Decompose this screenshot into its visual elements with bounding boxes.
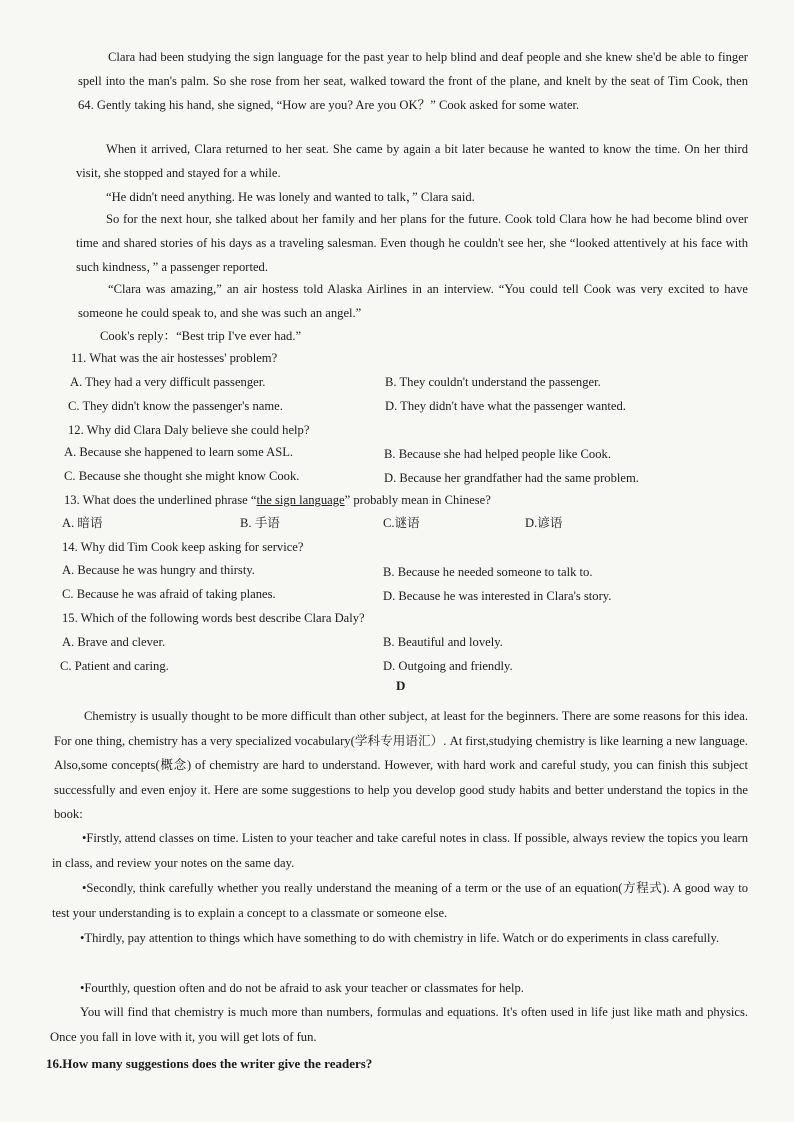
question-13-option-c: C.谜语: [383, 516, 420, 530]
question-13-option-a: A. 暗语: [62, 516, 103, 530]
question-12-option-d: D. Because her grandfather had the same problem.: [384, 471, 639, 485]
passage-paragraph-3: “He didn't need anything. He was lonely and wanted to talk，” Clara said.: [106, 190, 475, 204]
question-14-option-a: A. Because he was hungry and thirsty.: [62, 563, 255, 577]
question-15-option-b: B. Beautiful and lovely.: [383, 635, 503, 649]
question-11-option-b: B. They couldn't understand the passenger.: [385, 375, 601, 389]
question-15-option-d: D. Outgoing and friendly.: [383, 659, 513, 673]
section-d-heading: D: [396, 678, 406, 693]
suggestion-4: •Fourthly, question often and do not be afraid to ask your teacher or classmates for help.: [80, 981, 524, 995]
question-13-stem-after: ” probably mean in Chinese?: [344, 493, 491, 507]
passage-paragraph-2: When it arrived, Clara returned to her seat. She came by again a bit later because he wanted to know the time. On her third visit, she stopped and stayed for a while.: [76, 142, 748, 180]
question-14-option-d: D. Because he was interested in Clara's story.: [383, 589, 612, 603]
question-11-option-d: D. They didn't have what the passenger wanted.: [385, 399, 626, 413]
question-13-option-b: B. 手语: [240, 516, 280, 530]
passage-paragraph-5: “Clara was amazing,” an air hostess told Alaska Airlines in an interview. “You could tell Cook was very excited to have someone he could speak to, and she was such an angel.”: [78, 282, 748, 320]
suggestion-1: •Firstly, attend classes on time. Listen to your teacher and take careful notes in class. If possible, always review the topics you learn in class, and review your notes on the same day.: [52, 831, 748, 870]
question-13-option-d: D.谚语: [525, 516, 563, 530]
passage-paragraph-4: So for the next hour, she talked about her family and her plans for the future. Cook told Clara how he had become blind over time and shared stories of his days as a traveling salesman. Even though he couldn't see her, she “looked attentively at his face with such kindness，” a passenger reported.: [76, 212, 748, 274]
passage-paragraph-1: Clara had been studying the sign language for the past year to help blind and deaf people and she knew she'd be able to finger spell into the man's palm. So she rose from her seat, walked toward the front of the plane, and knelt by the seat of Tim Cook, then 64. Gently taking his hand, she signed, “How are you? Are you OK？” Cook asked for some water.: [78, 50, 748, 112]
question-15-option-c: C. Patient and caring.: [60, 659, 169, 673]
question-12-option-c: C. Because she thought she might know Cook.: [64, 469, 300, 483]
question-11-option-a: A. They had a very difficult passenger.: [70, 375, 266, 389]
question-15-stem: 15. Which of the following words best describe Clara Daly?: [62, 611, 365, 625]
question-14-stem: 14. Why did Tim Cook keep asking for service?: [62, 540, 304, 554]
question-13-stem: [64, 488, 491, 512]
question-15-option-a: A. Brave and clever.: [62, 635, 166, 649]
question-11-stem: 11. What was the air hostesses' problem?: [71, 351, 278, 365]
question-13-stem-before: 13. What does the underlined phrase “: [64, 493, 257, 507]
underlined-phrase: the sign language: [256, 493, 345, 507]
section-d-outro: You will find that chemistry is much more than numbers, formulas and equations. It's often used in life just like math and physics. Once you fall in love with it, you will get lots of fun.: [50, 1005, 748, 1044]
question-16-stem: 16.How many suggestions does the writer give the readers?: [46, 1056, 373, 1071]
question-14-option-c: C. Because he was afraid of taking planes.: [62, 587, 276, 601]
suggestion-3: •Thirdly, pay attention to things which have something to do with chemistry in life. Watch or do experiments in class carefully.: [80, 931, 720, 945]
suggestion-2: •Secondly, think carefully whether you really understand the meaning of a term or the use of an equation(方程式). A good way to test your understanding is to explain a concept to a classmate or someone else.: [52, 881, 748, 920]
question-12-option-b: B. Because she had helped people like Cook.: [384, 447, 611, 461]
question-12-stem: 12. Why did Clara Daly believe she could help?: [68, 423, 310, 437]
question-11-option-c: C. They didn't know the passenger's name.: [68, 399, 283, 413]
question-12-option-a: A. Because she happened to learn some ASL.: [64, 445, 294, 459]
question-14-option-b: B. Because he needed someone to talk to.: [383, 565, 593, 579]
passage-paragraph-6: Cook's reply：“Best trip I've ever had.”: [100, 329, 302, 343]
section-d-intro: Chemistry is usually thought to be more difficult than other subject, at least for the beginners. There are some reasons for this idea. For one thing, chemistry has a very specialized vocabulary(学科专用语汇）. At first,studying chemistry is like learning a new language. Also,some concepts(概念) of chemistry are hard to understand. However, with hard work and careful study, you can finish this subject successfully and even enjoy it. Here are some suggestions to help you develop good study habits and better understand the topics in the book:: [54, 709, 748, 822]
